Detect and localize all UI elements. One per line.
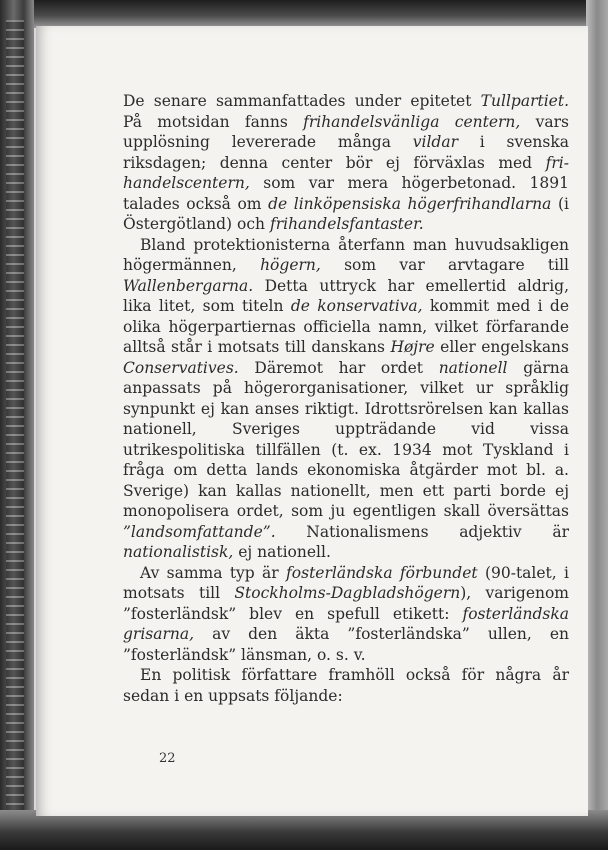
- text-run: De senare sammanfattades under epitetet: [123, 92, 481, 110]
- paragraph: [123, 665, 569, 706]
- italic-term: ”landsomfattande”.: [123, 522, 276, 541]
- paragraph: [123, 563, 569, 666]
- top-page-edge: [0, 0, 608, 28]
- text-run: av den äkta ”fosterländska” ullen, en ”fosterländsk” länsman, o. s. v.: [123, 625, 569, 664]
- paragraph: [123, 235, 569, 563]
- text-run: Bland protektionisterna återfann man huvudsakligen högermännen,: [123, 235, 569, 274]
- italic-term: fosterländska grisarna,: [123, 604, 569, 643]
- italic-term: högern,: [260, 256, 321, 274]
- italic-term: nationell: [438, 358, 508, 377]
- italic-term: frihandelscentern,: [123, 153, 569, 192]
- text-run: En politisk författare framhöll också för några år sedan i en uppsats följande:: [123, 666, 569, 705]
- book-spine-edge: [0, 0, 34, 850]
- italic-term: Conservatives.: [123, 358, 239, 377]
- text-run: (90-talet, i motsats till: [123, 563, 569, 602]
- italic-term: de linköpensiska högerfrihandlarna: [268, 194, 552, 213]
- text-run: ), varigenom ”fosterländsk” blev en spefull etikett:: [123, 584, 569, 623]
- bottom-page-edge: [0, 810, 608, 850]
- text-run: i svenska riksdagen; denna center bör ej förväxlas med: [123, 133, 570, 172]
- text-run: eller engelskans: [434, 338, 569, 356]
- italic-term: frihandelsfantaster.: [269, 215, 424, 233]
- text-run: som var arvtagare till: [320, 256, 569, 274]
- italic-term: vildar: [412, 133, 459, 151]
- text-run: vars upplösning levererade många: [123, 112, 569, 151]
- text-run: (i Östergötland) och: [123, 194, 569, 233]
- italic-term: frihandelsvänliga centern,: [303, 112, 521, 131]
- italic-term: nationalistisk,: [123, 543, 234, 561]
- page-number: 22: [159, 751, 176, 766]
- text-run: kommit med i de olika högerpartiernas officiella namn, vilket förfarande alltså står i motsats till danskans: [123, 297, 569, 356]
- text-run: gärna anpassats på högerorganisationer, vilket ur språklig synpunkt ej kan anses riktigt. Idrottsrörelsen kan kallas nationell, Sveriges uppträdande vid vissa utrikespolitiska tillfällen (t. ex. 1934 mot Tyskland i fråga om detta lands ekonomiska åtgärder mot bl. a. Sverige) kan kallas nationellt, men ett parti borde ej monopolisera ordet, som ju egentligen skall översättas: [123, 358, 569, 520]
- italic-term: Højre: [390, 338, 435, 356]
- text-run: Av samma typ är: [140, 563, 287, 582]
- text-run: På motsidan fanns: [123, 112, 304, 131]
- text-run: Däremot har ordet: [238, 358, 439, 377]
- right-page-edge: [586, 0, 608, 850]
- italic-term: Tullpartiet.: [480, 92, 569, 110]
- body-text: [123, 91, 569, 706]
- text-run: ej nationell.: [233, 543, 331, 561]
- italic-term: de konservativa,: [290, 297, 423, 315]
- text-run: Detta uttryck har emellertid aldrig, lika litet, som titeln: [123, 276, 569, 315]
- text-run: som var mera högerbetonad. 1891 talades också om: [123, 174, 569, 213]
- text-run: Nationalismens adjektiv är: [275, 522, 569, 541]
- italic-term: Wallenbergarna.: [123, 276, 254, 295]
- paragraph: [123, 91, 569, 235]
- italic-term: fosterländska förbundet: [286, 563, 478, 582]
- spine-binding-stripes: [6, 20, 24, 820]
- italic-term: Stockholms-Dagbladshögern: [234, 584, 461, 602]
